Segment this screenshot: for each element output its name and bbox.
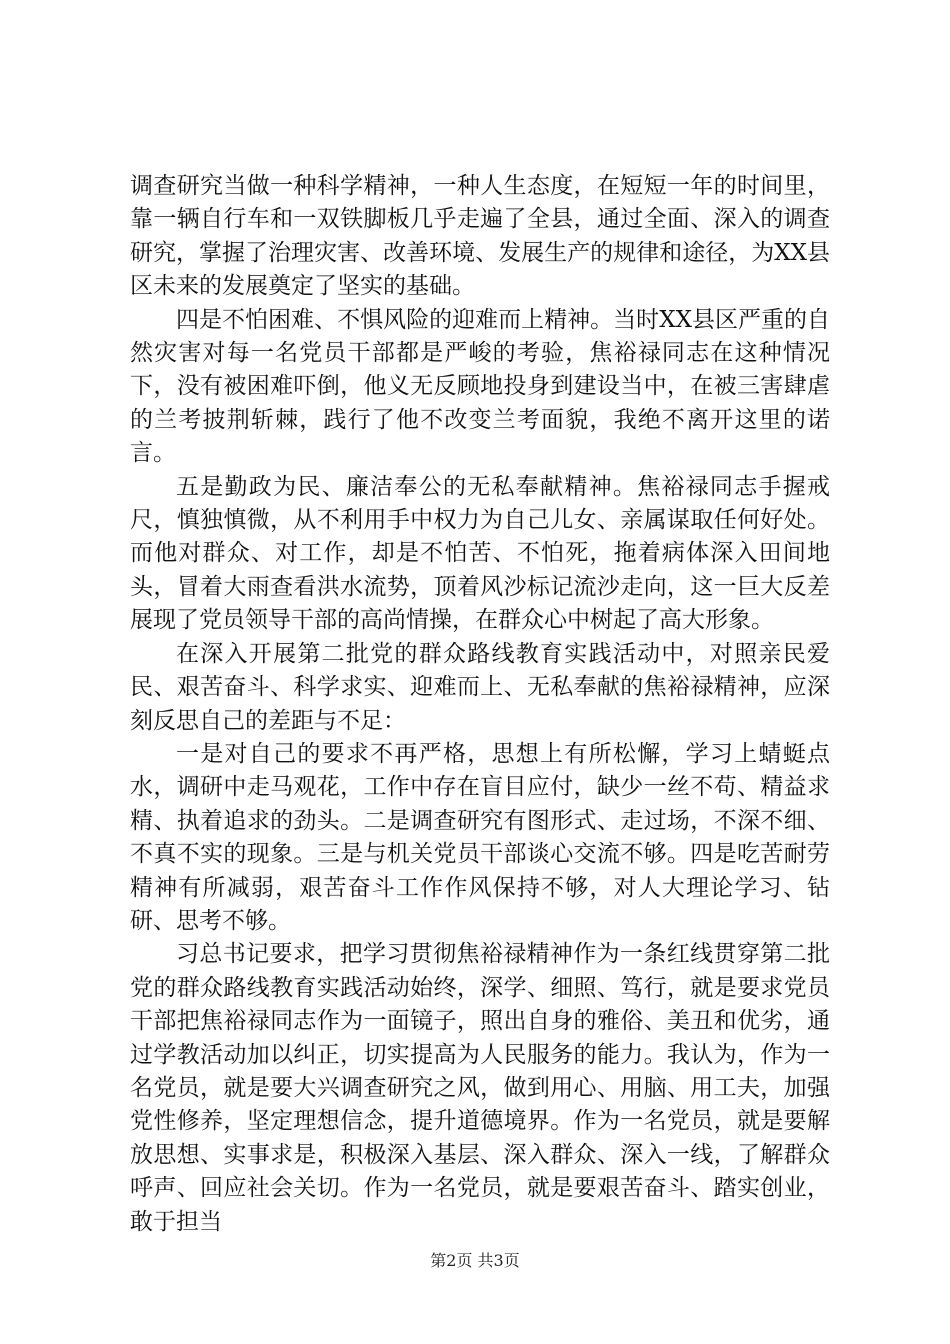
paragraph-6: 习总书记要求，把学习贯彻焦裕禄精神作为一条红线贯穿第二批党的群众路线教育实践活动始终，深学、细照、笃行，就是要求党员干部把焦裕禄同志作为一面镜子，照出自身的雅俗、美丑和优劣，通过学教活动加以纠正，切实提高为人民服务的能力。我认为，作为一名党员，就是要大兴调查研究之风，做到用心、用脑、用工夫，加强党性修养，坚定理想信念，提升道德境界。作为一名党员，就是要解放思想、实事求是，积极深入基层、深入群众、深入一线，了解群众呼声、回应社会关切。作为一名党员，就是要艰苦奋斗、踏实创业，敢于担当 — [130, 941, 830, 1235]
document-body — [130, 170, 830, 1239]
paragraph-1: 调查研究当做一种科学精神，一种人生态度，在短短一年的时间里，靠一辆自行车和一双铁脚板几乎走遍了全县，通过全面、深入的调查研究，掌握了治理灾害、改善环境、发展生产的规律和途径，为XX县区未来的发展奠定了坚实的基础。 — [130, 173, 830, 300]
paragraph-5: 一是对自己的要求不再严格，思想上有所松懈，学习上蜻蜓点水，调研中走马观花，工作中存在盲目应付，缺少一丝不苟、精益求精、执着追求的劲头。二是调查研究有图形式、走过场，不深不细、不真不实的现象。三是与机关党员干部谈心交流不够。四是吃苦耐劳精神有所减弱，艰苦奋斗工作作风保持不够，对人大理论学习、钻研、思考不够。 — [130, 740, 830, 934]
page-number-footer: 第2页 共3页 — [430, 1251, 520, 1270]
paragraph-3: 五是勤政为民、廉洁奉公的无私奉献精神。焦裕禄同志手握戒尺，慎独慎微，从不利用手中权力为自己儿女、亲属谋取任何好处。而他对群众、对工作，却是不怕苦、不怕死，拖着病体深入田间地头，冒着大雨查看洪水流势，顶着风沙标记流沙走向，这一巨大反差展现了党员领导干部的高尚情操，在群众心中树起了高大形象。 — [130, 473, 830, 634]
paragraph-2: 四是不怕困难、不惧风险的迎难而上精神。当时XX县区严重的自然灾害对每一名党员干部都是严峻的考验，焦裕禄同志在这种情况下，没有被困难吓倒，他义无反顾地投身到建设当中，在被三害肆虐的兰考披荆斩棘，践行了他不改变兰考面貌，我绝不离开这里的诺言。 — [130, 306, 830, 467]
paragraph-4: 在深入开展第二批党的群众路线教育实践活动中，对照亲民爱民、艰苦奋斗、科学求实、迎难而上、无私奉献的焦裕禄精神，应深刻反思自己的差距与不足： — [130, 640, 830, 734]
